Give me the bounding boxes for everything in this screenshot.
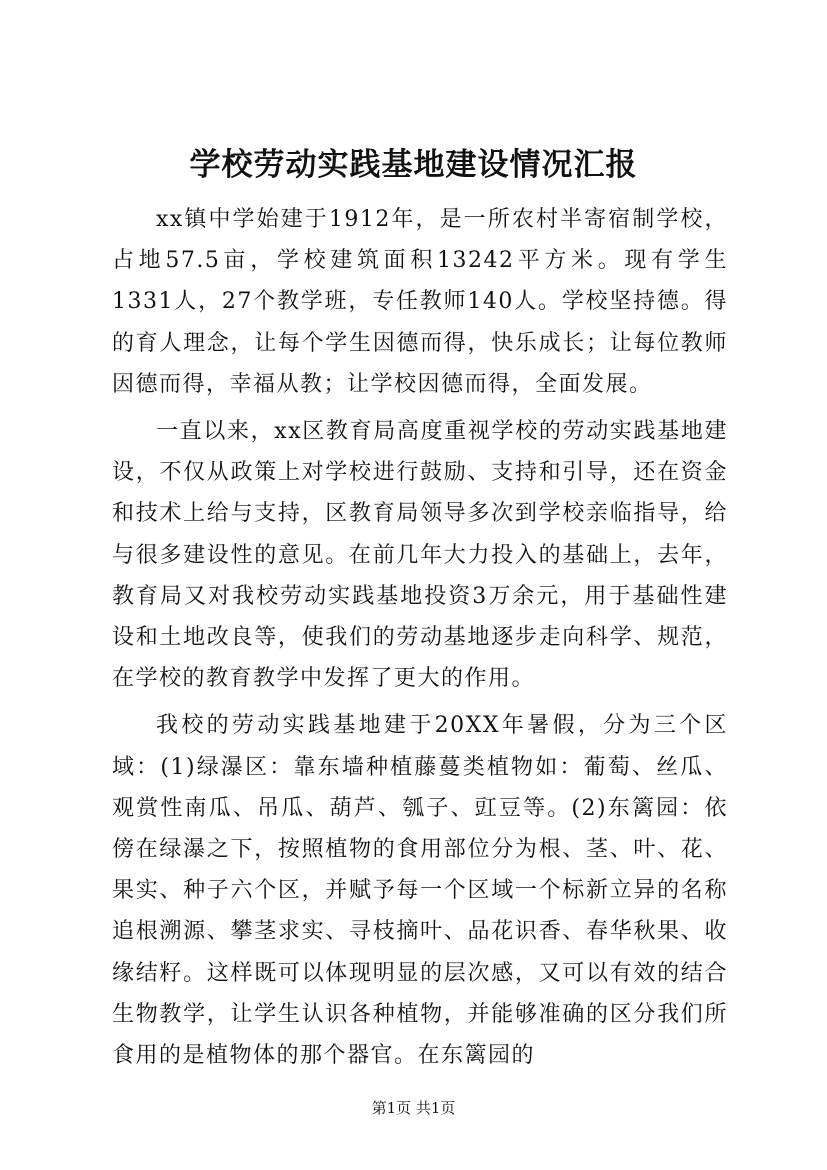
document-title: 学校劳动实践基地建设情况汇报: [189, 147, 638, 183]
document-body: [112, 199, 728, 1076]
paragraph-base-zones: 我校的劳动实践基地建于20XX年暑假，分为三个区域：(1)绿瀑区：靠东墙种植藤蔓类植物如：葡萄、丝瓜、观赏性南瓜、吊瓜、葫芦、瓠子、豇豆等。(2)东篱园：依傍在绿瀑之下，按照植物的食用部位分为根、茎、叶、花、果实、种子六个区，并赋予每一个区域一个标新立异的名称追根溯源、攀茎求实、寻枝摘叶、品花识香、春华秋果、收缘结籽。这样既可以体现明显的层次感，又可以有效的结合生物教学，让学生认识各种植物，并能够准确的区分我们所食用的是植物体的那个器官。在东篱园的: [112, 713, 728, 1069]
paragraph-school-intro: xx镇中学始建于1912年，是一所农村半寄宿制学校，占地57.5亩，学校建筑面积13242平方米。现有学生1331人，27个教学班，专任教师140人。学校坚持德。得的育人理念，让每个学生因德而得，快乐成长；让每位教师因德而得，幸福从教；让学校因德而得，全面发展。: [112, 207, 728, 397]
page-footer: 第1页 共1页: [371, 1099, 456, 1117]
paragraph-bureau-support: 一直以来，xx区教育局高度重视学校的劳动实践基地建设，不仅从政策上对学校进行鼓励、支持和引导，还在资金和技术上给与支持，区教育局领导多次到学校亲临指导，给与很多建设性的意见。在前几年大力投入的基础上，去年，教育局又对我校劳动实践基地投资3万余元，用于基础性建设和土地改良等，使我们的劳动基地逐步走向科学、规范，在学校的教育教学中发挥了更大的作用。: [112, 419, 728, 692]
